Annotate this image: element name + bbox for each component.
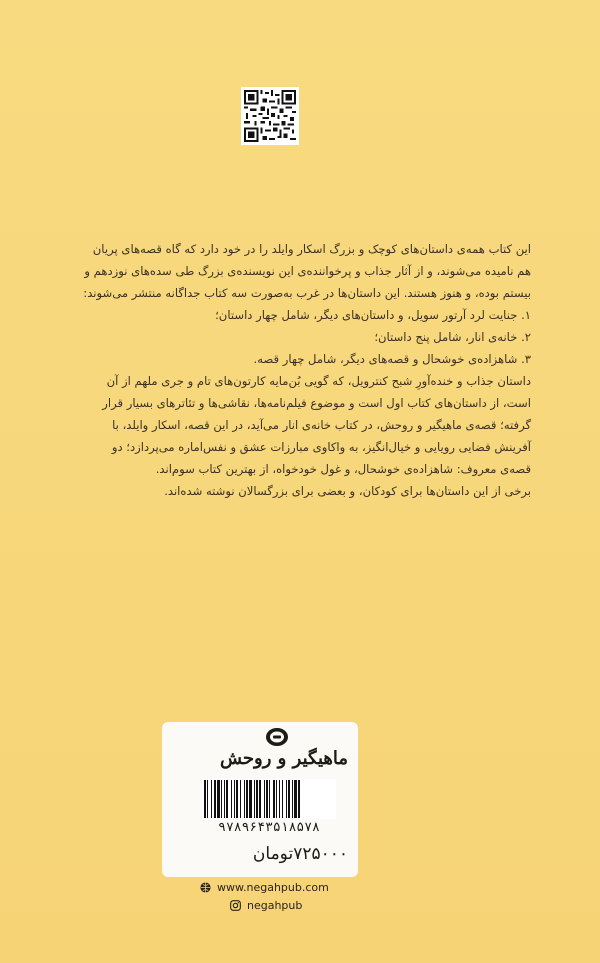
website-text: www.negahpub.com <box>217 881 329 894</box>
qr-code <box>241 87 299 145</box>
book-title: ماهیگیر و روحش <box>219 748 348 769</box>
paragraph-intro: این کتاب همه‌ی داستان‌های کوچک و بزرگ اسکار وایلد را در خود دارد که گاه قصه‌های پریان هم نامیده می‌شوند، و از آثار جذاب و پرخواننده‌ی این نویسنده‌ی بزرگ طی سده‌های نوزدهم و بیستم بوده، و هنوز هستند. این داستان‌ها در غرب به‌صورت سه کتاب جداگانه منتشر می‌شوند: <box>83 242 531 300</box>
price-label <box>162 722 358 877</box>
isbn-number: ۹۷۸۹۶۴۳۵۱۸۵۷۸ <box>218 820 320 835</box>
publisher-logo-icon <box>264 726 290 748</box>
list-item-3: ۳. شاهزاده‌ی خوشحال و قصه‌های دیگر، شامل چهار قصه. <box>253 352 531 366</box>
list-item-1: ۱. جنایت لرد آرتور سویل، و داستان‌های دیگر، شامل چهار داستان؛ <box>215 308 531 322</box>
paragraph-stories: داستان جذاب و خنده‌آورِ شبح کنترویل، که گویی بُن‌مایه کارتون‌های تام و جری ملهم از آن است، از داستان‌های کتاب اول است و موضوع فیلم‌نامه‌ها، نقاشی‌ها و تئاترهای بسیار قرار گرفته؛ قصه‌ی ماهیگیر و روحش، در کتاب خانه‌ی انار می‌آید، در این قصه، اسکار وایلد، با آفرینش فضایی رویایی و خیال‌انگیز، به واکاوی مبارزات عشق و نفس‌اماره می‌پردازد؛ دو قصه‌ی معروف: شاهزاده‌ی خوشحال، و غول خودخواه، از بهترین کتاب سوم‌اند. <box>102 374 531 476</box>
instagram-text: negahpub <box>247 899 303 912</box>
website-link[interactable] <box>200 881 329 894</box>
instagram-icon <box>230 900 241 911</box>
list-item-2: ۲. خانه‌ی انار، شامل پنج داستان؛ <box>374 330 531 344</box>
description-text <box>78 238 531 502</box>
barcode <box>202 779 336 819</box>
paragraph-audience: برخی از این داستان‌ها برای کودکان، و بعضی برای بزرگسالان نوشته شده‌اند. <box>164 484 531 498</box>
globe-icon <box>200 882 211 893</box>
instagram-link[interactable] <box>230 899 302 912</box>
price-text: ۷۲۵۰۰۰تومان <box>252 844 348 864</box>
